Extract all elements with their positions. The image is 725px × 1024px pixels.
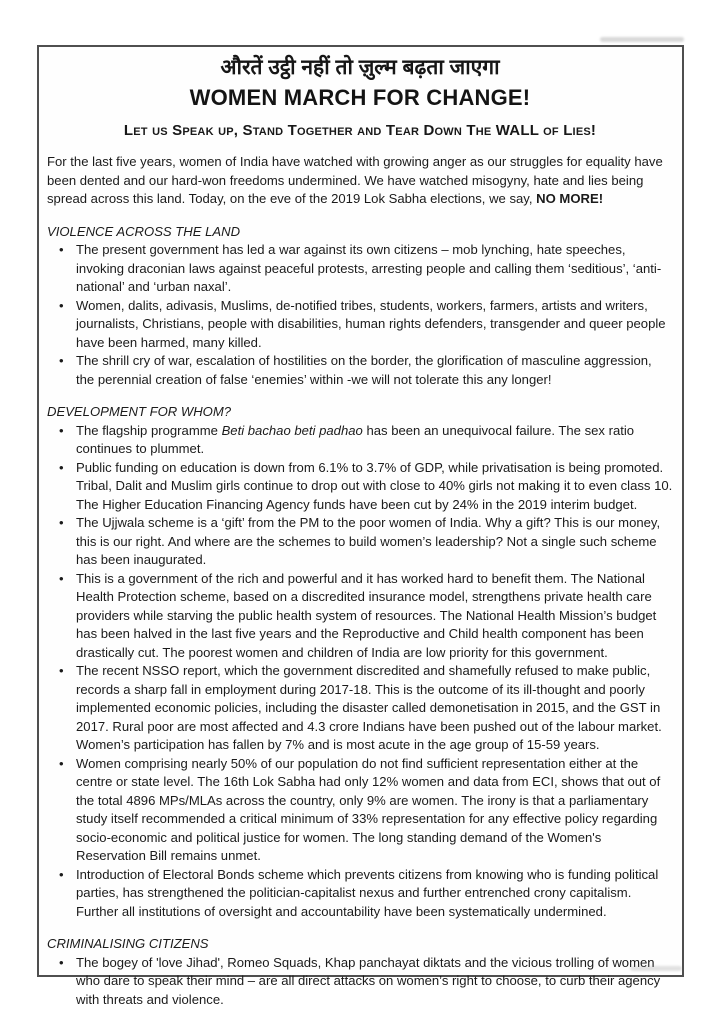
bullet-text <box>76 955 660 1007</box>
bullet-icon: • <box>59 297 64 313</box>
list-item <box>47 662 673 755</box>
section-heading: DEVELOPMENT FOR WHOM? <box>47 404 232 419</box>
list-item <box>47 297 673 353</box>
text-segment: has been an unequivocal failure. The sex ratio continues to plummet. <box>76 422 635 456</box>
bullet-text <box>76 571 656 660</box>
subtitle: Let us Speak up, Stand Together and Tear Down The WALL of Lies! <box>123 122 597 139</box>
text-segment: This is a government of the rich and powerful and it has worked hard to benefit them. The National Health Protection scheme, based on a discredited insurance model, strengthens private health care providers while starving the public health system of resources. The National Health Mission’s budget has been halved in the last five years and the Reproductive and Child health component has been drastically cut. The poorest women and children of India are low priority for this government. <box>76 570 657 660</box>
bullet-icon: • <box>59 663 64 678</box>
section <box>47 935 673 1009</box>
text-segment: The shrill cry of war, escalation of hostilities on the border, the glorification of masculine aggression, the perennial creation of false ‘enemies’ within -we will not tolerate this any longer! <box>76 353 652 387</box>
text-segment: The Ujjwala scheme is a ‘gift’ from the PM to the poor women of India. Why a gift? This is our money, this is our right. And where are the schemes to build women’s leadership? Not a single such scheme has been inaugurated. <box>76 515 661 567</box>
sections-container <box>47 223 673 1010</box>
bullet-list <box>47 954 673 1010</box>
document-border-box <box>37 45 684 1007</box>
text-segment: The bogey of 'love Jihad', Romeo Squads, Khap panchayat diktats and the vicious trolling of women who dare to speak their mind – are all direct attacks on women’s right to choose, to curb their agency with threats and violence. <box>76 954 661 1007</box>
text-segment: Beti bachao beti padhao <box>221 422 363 438</box>
bullet-icon: • <box>59 515 64 530</box>
bullet-text <box>76 460 672 512</box>
bullet-icon: • <box>59 570 64 586</box>
text-segment: Introduction of Electoral Bonds scheme which prevents citizens from knowing who is funding political parties, has strengthened the politician-capitalist nexus and further entrenched crony capitalism. Further all institutions of oversight and accountability have been systematically undermined. <box>76 866 659 919</box>
text-segment: Women, dalits, adivasis, Muslims, de-notified tribes, students, workers, farmers, artists and writers, journalists, Christians, people with disabilities, human rights defenders, transgender and queer people have been harmed, many killed. <box>76 297 666 350</box>
title-english: WOMEN MARCH FOR CHANGE! <box>189 85 531 110</box>
bullet-icon: • <box>59 242 64 257</box>
text-segment: The flagship programme <box>76 422 222 438</box>
bullet-icon: • <box>59 755 64 771</box>
list-item <box>47 459 673 515</box>
text-segment: NO MORE! <box>536 191 604 206</box>
bullet-text <box>76 298 666 350</box>
list-item <box>47 241 673 297</box>
list-item <box>47 866 673 922</box>
list-item <box>47 422 673 459</box>
text-segment: The present government has led a war against its own citizens – mob lynching, hate speeches, invoking draconian laws against peaceful protests, arresting people and calling them ‘seditious’, ‘anti-national’ and ‘urban naxal’. <box>76 242 662 294</box>
scan-artifact-top <box>600 37 684 42</box>
text-segment: The recent NSSO report, which the government discredited and shamefully refused to make public, records a sharp fall in employment during 2017-18. This is the outcome of its ill-thought and poorly implemented economic policies, including the disaster called demonetisation in 2015, and the GST in 2017. Rural poor are most affected and 4.3 crore Indians have been pushed out of the labour market. Women’s participation has fallen by 7% and is most acute in the age group of 15-59 years. <box>76 663 662 752</box>
bullet-icon: • <box>59 422 64 438</box>
bullet-text <box>76 756 660 864</box>
list-item <box>47 954 673 1010</box>
list-item <box>47 755 673 866</box>
list-item <box>47 352 673 389</box>
text-segment: Women comprising nearly 50% of our population do not find sufficient representation either at the centre or state level. The 16th Lok Sabha had only 12% women and data from ECI, shows that out of the total 4896 MPs/MLAs across the country, only 9% are women. The irony is that a parliamentary study itself recommended a critical minimum of 33% representation for any effective policy regarding socio-economic and political justice for women. The long standing demand of the Women's Reservation Bill remains unmet. <box>76 755 661 863</box>
title-hindi: औरतें उट्ठी नहीं तो ज़ुल्म बढ़ता जाएगा <box>220 56 500 79</box>
bullet-text <box>76 353 652 387</box>
list-item <box>47 570 673 663</box>
bullet-list <box>47 422 673 922</box>
intro-paragraph <box>47 153 673 209</box>
bullet-text <box>76 867 658 919</box>
section-heading: VIOLENCE ACROSS THE LAND <box>47 223 241 239</box>
bullet-icon: • <box>59 459 64 475</box>
bullet-icon: • <box>59 954 64 970</box>
section <box>47 223 673 390</box>
bullet-text <box>76 242 661 294</box>
section-heading: CRIMINALISING CITIZENS <box>47 936 209 951</box>
bullet-text <box>76 663 662 752</box>
bullet-icon: • <box>59 353 64 368</box>
list-item <box>47 514 673 570</box>
bullet-text <box>76 515 660 567</box>
section <box>47 403 673 921</box>
text-segment: For the last five years, women of India have watched with growing anger as our struggles for equality have been dented and our hard-won freedoms undermined. We have watched misogyny, hate and lies being spread across this land. Today, on the eve of the 2019 Lok Sabha elections, we say, <box>47 154 663 206</box>
bullet-list <box>47 241 673 389</box>
bullet-icon: • <box>59 866 64 882</box>
text-segment: Public funding on education is down from 6.1% to 3.7% of GDP, while privatisation is being promoted. Tribal, Dalit and Muslim girls continue to drop out with close to 40% girls not making it to even class 10. The Higher Education Financing Agency funds have been cut by 24% in the 2019 interim budget. <box>76 459 673 512</box>
bullet-text <box>76 423 634 457</box>
